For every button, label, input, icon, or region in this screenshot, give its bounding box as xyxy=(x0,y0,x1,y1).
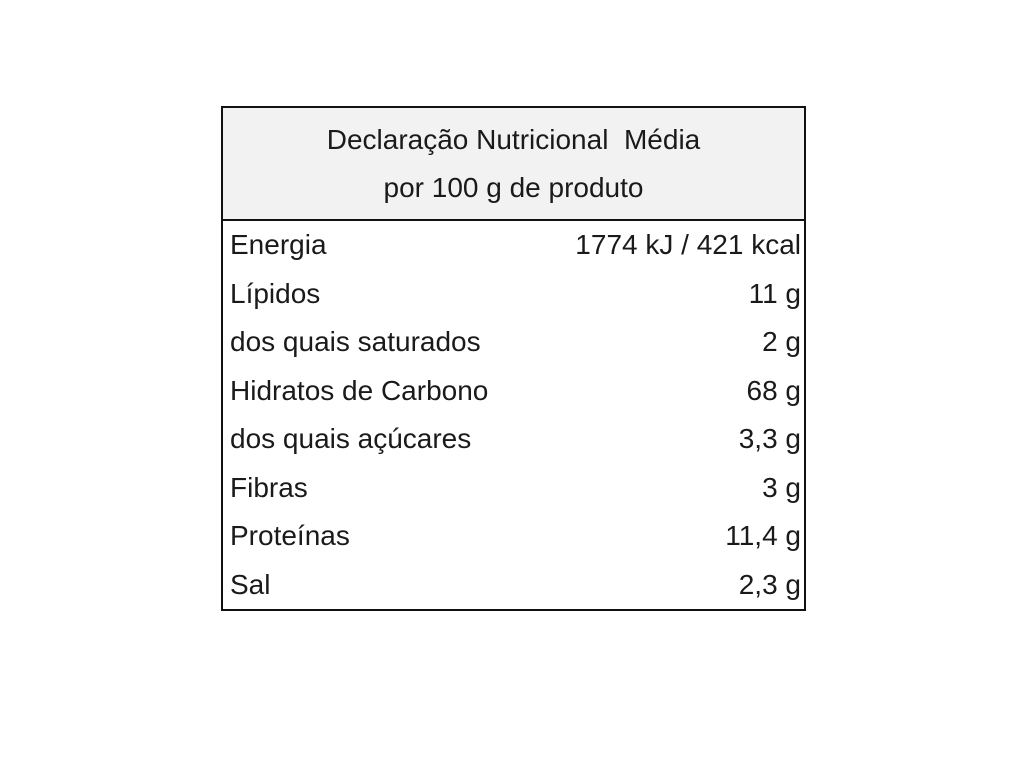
nutrition-row-fibras xyxy=(223,464,804,513)
nutrient-name: dos quais saturados xyxy=(230,326,481,358)
nutrition-row-proteinas xyxy=(223,512,804,561)
nutrient-value: 68 g xyxy=(746,374,801,406)
nutrition-subtitle: por 100 g de produto xyxy=(383,171,644,203)
nutrition-row-lipidos xyxy=(223,270,804,319)
nutrition-row-hidratos xyxy=(223,367,804,416)
nutrition-header xyxy=(223,108,804,221)
nutrition-row-acucares xyxy=(223,415,804,464)
nutrient-name: Energia xyxy=(230,229,327,261)
nutrition-row-energia xyxy=(223,221,804,270)
nutrient-value: 1774 kJ / 421 kcal xyxy=(575,229,801,261)
nutrition-row-saturados xyxy=(223,318,804,367)
nutrient-value: 2 g xyxy=(762,326,801,358)
nutrient-name: dos quais açúcares xyxy=(230,423,472,455)
nutrition-row-sal xyxy=(223,561,804,610)
nutrition-label xyxy=(221,106,806,611)
nutrient-value: 11 g xyxy=(748,277,801,309)
nutrient-value: 3 g xyxy=(762,471,801,503)
nutrient-name: Fibras xyxy=(230,471,308,503)
nutrition-title: Declaração Nutricional Média xyxy=(326,123,701,155)
nutrient-value: 2,3 g xyxy=(738,568,801,600)
nutrient-value: 3,3 g xyxy=(738,423,801,455)
nutrient-name: Hidratos de Carbono xyxy=(230,374,489,406)
nutrient-name: Lípidos xyxy=(230,277,321,309)
nutrition-rows xyxy=(223,221,804,609)
nutrient-name: Sal xyxy=(230,568,271,600)
nutrient-value: 11,4 g xyxy=(725,520,801,552)
nutrient-name: Proteínas xyxy=(230,520,350,552)
